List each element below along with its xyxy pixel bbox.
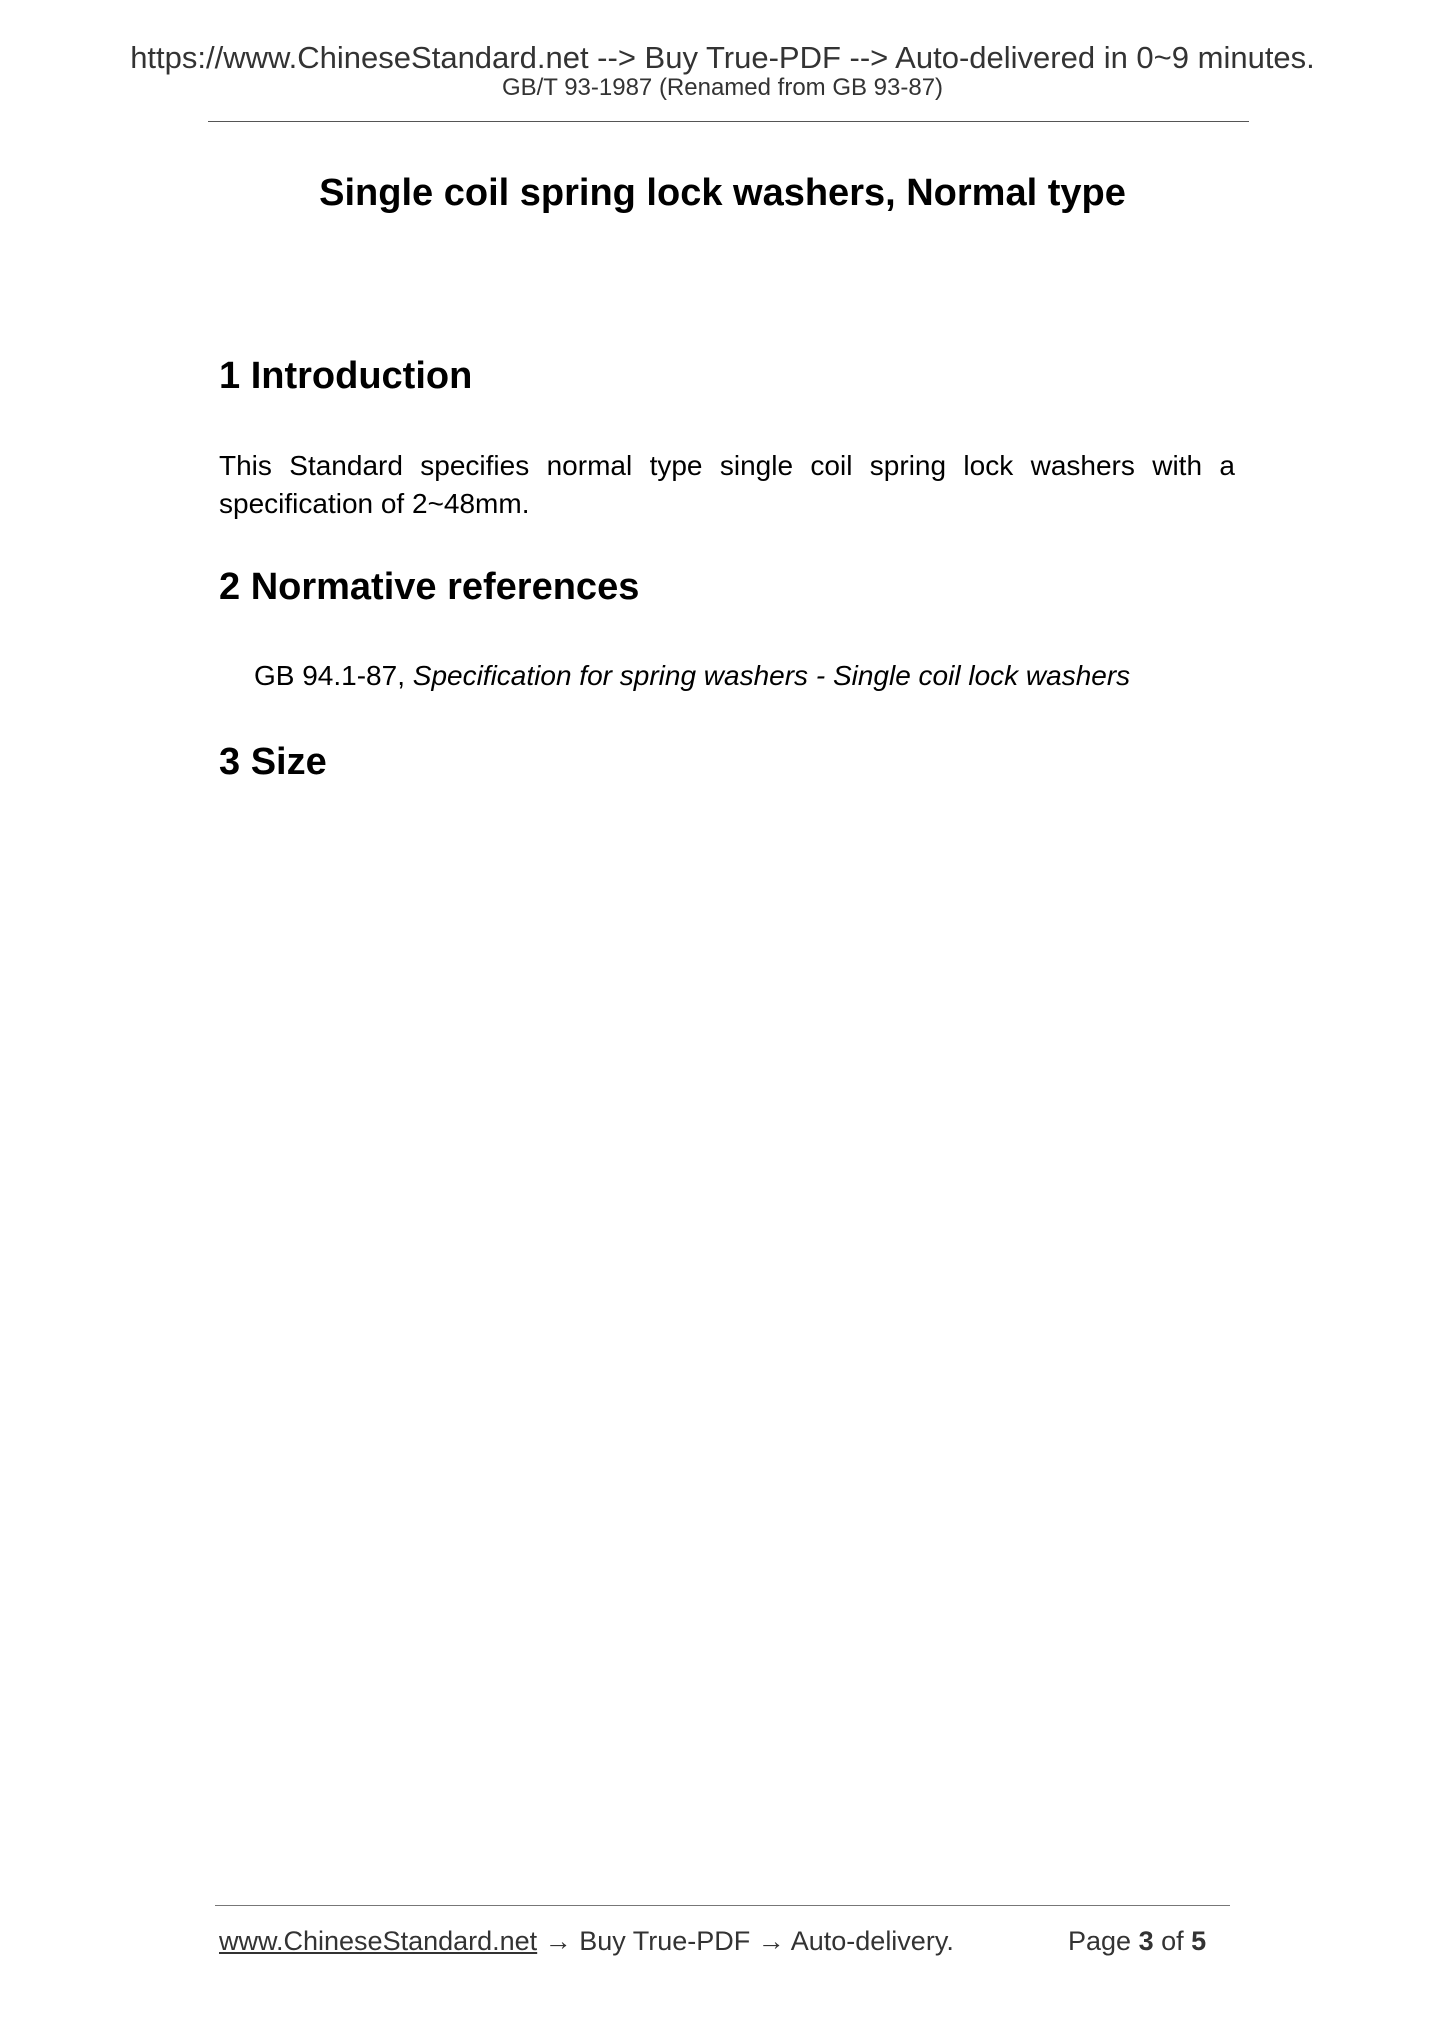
reference-code: GB 94.1-87, <box>254 660 413 691</box>
footer-tagline: → Buy True-PDF → Auto-delivery. <box>537 1926 954 1956</box>
header-standard-line: GB/T 93-1987 (Renamed from GB 93-87) <box>501 74 944 101</box>
section-heading-size: 3 Size <box>219 741 327 783</box>
introduction-paragraph: This Standard specifies normal type single coil spring lock washers with a specification of 2~48mm. <box>219 450 1235 519</box>
section-heading-normative-references: 2 Normative references <box>219 566 640 608</box>
page-current: 3 <box>1138 1926 1154 1956</box>
footer-site-info <box>219 1926 954 1957</box>
normative-reference-item <box>254 660 1130 692</box>
header-divider <box>208 121 1249 122</box>
document-title: Single coil spring lock washers, Normal type <box>319 172 1126 214</box>
footer-divider <box>215 1905 1230 1906</box>
header-url-line: https://www.ChineseStandard.net --> Buy True-PDF --> Auto-delivered in 0~9 minutes. <box>130 40 1315 75</box>
footer-site-link[interactable]: www.ChineseStandard.net <box>219 1926 538 1956</box>
page-label: Page <box>1068 1926 1139 1956</box>
page-total: 5 <box>1191 1926 1207 1956</box>
page-number <box>1068 1926 1206 1957</box>
page-of-label: of <box>1153 1926 1192 1956</box>
section-heading-introduction: 1 Introduction <box>219 355 473 397</box>
reference-title: Specification for spring washers - Single coil lock washers <box>412 660 1131 691</box>
